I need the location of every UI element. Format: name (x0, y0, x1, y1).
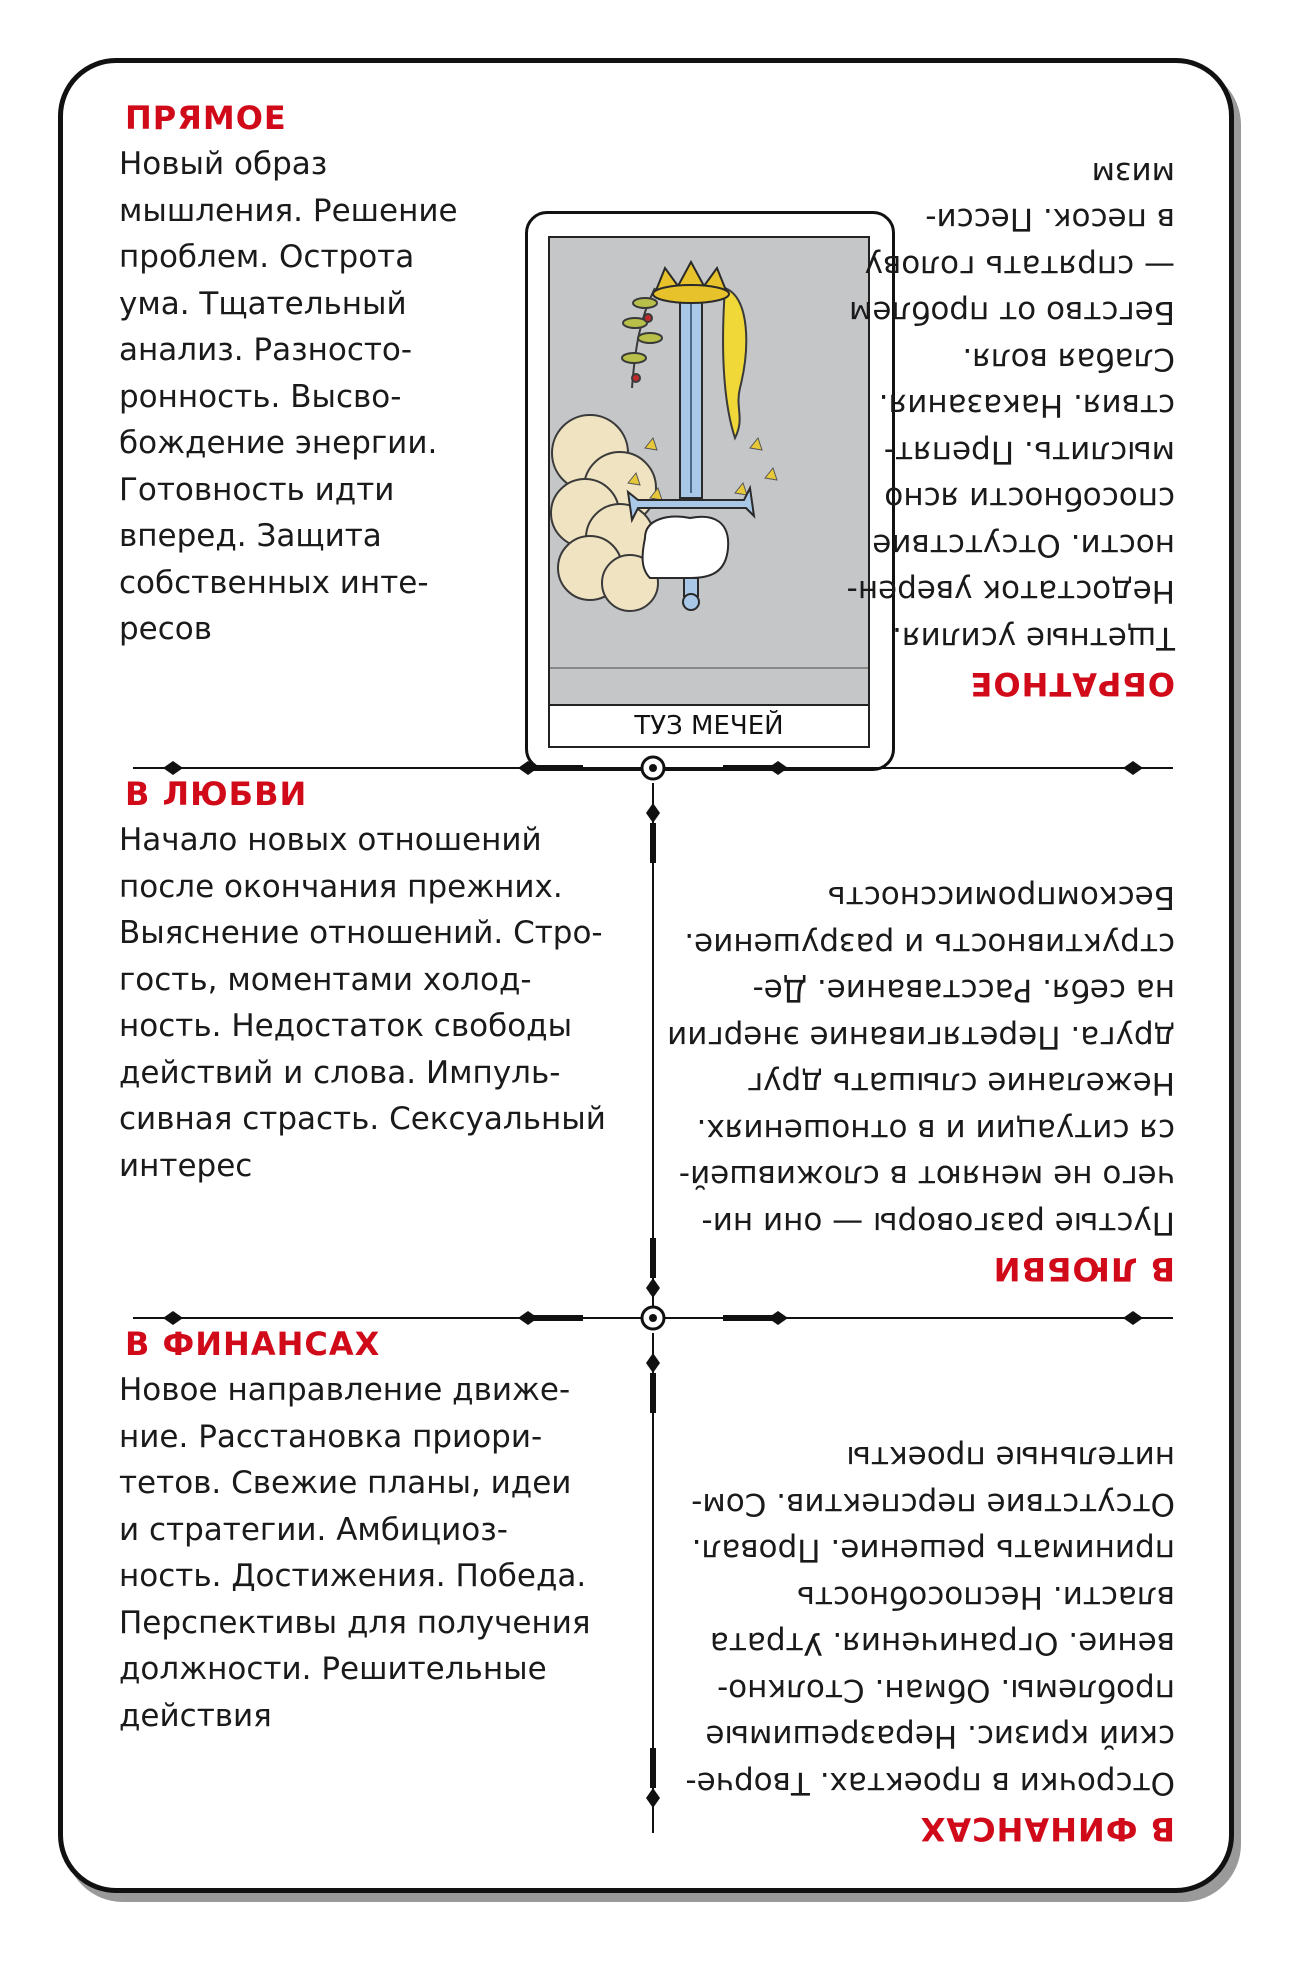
reversed-text: Тщетные усилия. Недостаток уверен- ности. Отсутствие способности ясно мыслить. Препят- ствия. Наказания. Слабая воля. Бегство от проблем — спрятать голову в песок. Песси- мизм (846, 155, 1175, 656)
love-upright-text: Начало новых отношений после окончания прежних. Выяснение отношений. Стро- гость, моментами холод- ность. Недостаток свободы действий и слова. Импуль- сивная страсть. Сексуальный интерес (119, 822, 606, 1184)
finance-reversed-text: Отсрочки в проектах. Творче- ский кризис. Неразрешимые проблемы. Обман. Столкно- вение. Ограничения. Утрата власти. Неспособность принимать решение. Провал. Отсутствие перспектив. Сом- нительные проекты (685, 1439, 1175, 1801)
vertical-divider-bottom (638, 1333, 668, 1833)
upright-text: Новый образ мышления. Решение проблем. Острота ума. Тщательный анализ. Разносто- ронность. Высво- бождение энергии. Готовность идти вперед. Защита собственных инте- ресов (119, 146, 458, 647)
finance-upright-heading: В ФИНАНСАХ (125, 1325, 381, 1363)
finance-reversed-block (680, 1398, 1175, 1848)
finance-reversed-heading: В ФИНАНСАХ (919, 1810, 1175, 1848)
reversed-heading: ОБРАТНОЕ (969, 665, 1175, 703)
tarot-card-caption: ТУЗ МЕЧЕЙ (550, 704, 868, 746)
reversed-block (846, 155, 1175, 703)
love-upright-heading: В ЛЮБВИ (125, 775, 308, 813)
upright-heading: ПРЯМОЕ (125, 99, 287, 137)
tarot-info-card (58, 58, 1234, 1893)
ace-of-swords-illustration (550, 238, 868, 708)
tarot-card-image (525, 211, 895, 771)
love-reversed-block (667, 838, 1175, 1288)
tarot-card-art (548, 236, 870, 748)
finance-upright-text: Новое направление движе- ние. Расстановка приори- тетов. Свежие планы, идеи и стратегии. Амбициоз- ность. Достижения. Победа. Перспективы для получения должности. Решительные действия (119, 1372, 591, 1734)
vertical-divider-top (638, 783, 668, 1318)
love-reversed-heading: В ЛЮБВИ (992, 1250, 1175, 1288)
love-reversed-text: Пустые разговоры — они ни- чего не меняют в сложившей- ся ситуации и в отношениях. Нежелание слышать друг друга. Перетягивание энергии на себя. Расставание. Де- структивность и разрушение. Бескомпромиссность (667, 879, 1175, 1241)
